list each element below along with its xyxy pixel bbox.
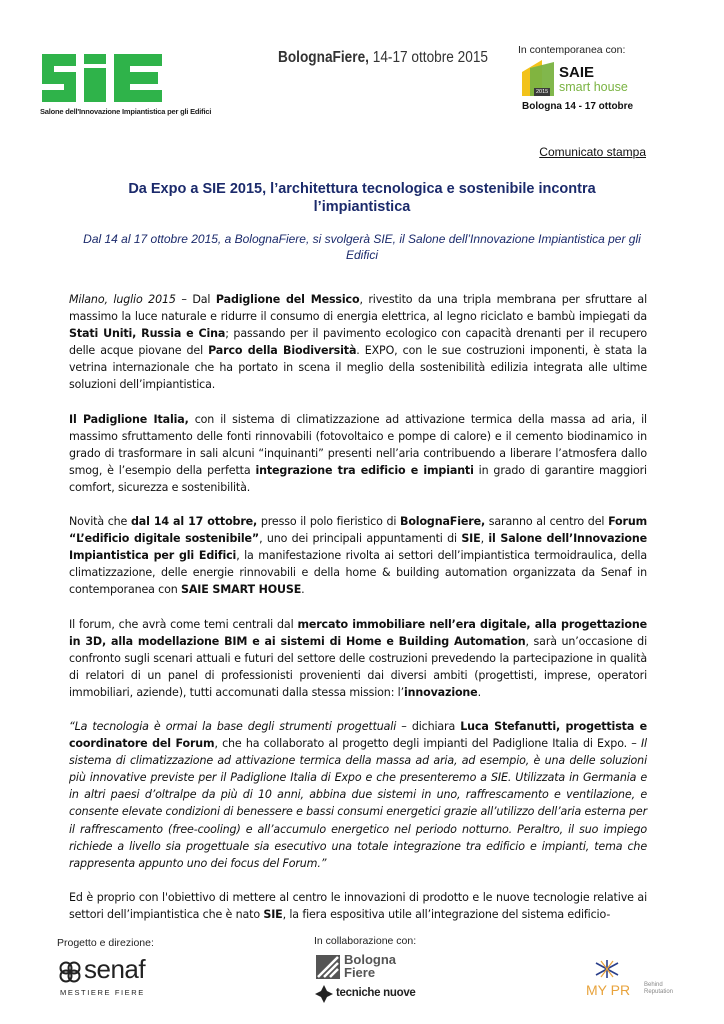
text-run: . [301,583,305,597]
text-run: Forum “L’edificio digitale sostenibile” [69,515,647,546]
text-run: Novità che [69,515,131,529]
bolognafiere-line2: Fiere [344,965,376,980]
text-run: presso il polo fieristico di [257,515,401,529]
text-run: Il Padiglione Italia, [69,412,189,426]
paragraph-2 [69,411,647,496]
collab-label: In collaborazione con: [314,935,417,947]
event-dates-line [278,49,488,67]
senaf-mark-icon [58,960,82,984]
text-run: BolognaFiere, [400,515,486,529]
text-run: Ed è proprio con l'obiettivo di mettere al centro le innovazioni di prodotto e le nuove tecnologie relative ai settori dell’impiantistica che è nato [69,890,647,921]
senaf-logo [58,954,158,998]
text-run: , rivestito da una tripla membrana per sfruttare al massimo la luce naturale e ridurre il consumo di energia elettrica, al legno riciclato e bambù impiegati da [69,293,648,324]
progetto-label: Progetto e direzione: [57,937,154,949]
text-run: Stati Uniti, Russia e Cina [69,327,226,341]
text-run: con il sistema di climatizzazione ad attivazione termica della massa ad aria, il massimo sfruttamento delle fonti rinnovabili (fotovoltaico e pompe di calore) e il cemento biodinamico in grado di trasformare in sali alcuni “inquinanti” presenti nell’aria contribuendo a liberare l’atmosfera dallo smog, è l’esempio della perfetta [69,412,647,477]
text-run: , che ha collaborato al progetto degli impianti del Padiglione Italia di Expo. – [214,737,641,751]
tecniche-nuove-mark-icon [314,984,334,1004]
saie-smart-house-logo [520,58,640,100]
mypr-tagline-2: Reputation [644,989,674,995]
paragraph-4 [69,616,647,701]
text-run: ; passando per il pavimento ecologico con capacità drenanti per il recupero delle acque piovane del [69,327,647,358]
paragraph-6 [69,889,647,923]
tecniche-nuove-name: tecniche nuove [336,987,416,999]
text-run: Il sistema di climatizzazione ad attivazione termica della massa ad aria, ad esempio, è una delle soluzioni più innovative previste per il Padiglione Italia di Expo e che presenteremo a SIE. Utilizzata in Germania e in altri paesi d’oltralpe da più di 10 anni, abbina due sistemi in uno, raffrescamento e ventilazione, e consente elevate condizioni di benessere e bassi consumi energetici grazie all’utilizzo dell’aria esterna per il raffrescamento (free-cooling) e all’accumulo energetico nel periodo notturno. Peraltro, il suo impiego richiede a livello sia progettuale sia esecutivo una totale integrazione tra edificio e impianti, tema che rappresenta appunto uno dei focus del Forum.” [69,737,647,870]
text-run: , uno dei principali appuntamenti di [259,532,462,546]
text-run: Il forum, che avrà come temi centrali dal [69,617,298,631]
text-run: , la manifestazione rivolta ai settori dell’impiantistica termoidraulica, della climatizzazione, delle energie rinnovabili e della home & building automation organizzata da Senaf in contemporanea con [69,549,648,597]
text-run: Milano, luglio 2015 [69,293,176,306]
sie-tagline: Salone dell'Innovazione Impiantistica per gli Edifici [40,107,212,116]
bolognafiere-logo [316,952,416,980]
press-release-label: Comunicato stampa [539,145,646,159]
event-dates: 14-17 ottobre 2015 [368,49,489,66]
text-run: il Salone dell’Innovazione Impiantistica per gli Edifici [69,532,647,563]
mypr-logo [586,958,676,1002]
mypr-star-icon [592,958,622,980]
text-run: mercato immobiliare nell’era digitale, alla progettazione in 3D, alla modellazione BIM e ai sistemi di Home e Building Automation [69,617,647,648]
paragraph-5 [69,718,647,872]
saie-dates: Bologna 14 - 17 ottobre [522,101,634,112]
text-run: Parco della Biodiversità [208,344,357,358]
mypr-name: MY PR [586,982,631,998]
text-run: integrazione tra edificio e impianti [255,463,474,477]
text-run: , la fiera espositiva utile all’integrazione del sistema edificio- [282,907,611,921]
sie-logo-mark [40,50,166,106]
text-run: . EXPO, con le sue costruzioni imponenti, è stata la vetrina internazionale che ha portato in scena il meglio della sostenibilità edilizia integrata alle ultime soluzioni dell’impiantistica. [69,344,647,392]
tecniche-nuove-logo [314,984,424,1004]
bolognafiere-mark-icon [316,955,340,979]
mypr-tagline-1: Behind [644,982,663,988]
text-run: Padiglione del Messico [215,293,360,306]
text-run: in grado di garantire maggiori comfort, sicurezza e sostenibilità. [69,463,647,494]
text-run: saranno al centro del [485,515,609,529]
text-run: dal 14 al 17 ottobre, [130,515,258,529]
saie-year: 2015 [536,89,549,95]
text-run: , sarà un’occasione di confronto sugli scenari attuali e futuri del settore delle costruzioni prevedendo la partecipazione in qualità di relatori di un panel di professionisti provenienti dai diversi ambiti (progettisti, imprese, operatori immobiliari, aziende), tutti accomunati dalla stessa mission: l’ [69,634,648,699]
contemporanea-label: In contemporanea con: [518,44,626,56]
saie-name: SAIE [559,64,595,81]
page-title: Da Expo a SIE 2015, l’architettura tecnologica e sostenibile incontra l’impiantistica [128,181,596,215]
paragraph-1 [69,291,647,394]
event-brand: BolognaFiere, [278,49,369,66]
text-run: – Dal [175,293,216,306]
text-run: “La tecnologia è ormai la base degli strumenti progettuali [69,719,397,733]
text-run: SIE [263,907,283,921]
text-run: SAIE SMART HOUSE [181,583,302,597]
sie-logo [40,50,212,118]
article-body [69,291,647,940]
text-run: – dichiara [396,719,461,733]
page-subtitle: Dal 14 al 17 ottobre 2015, a BolognaFiere, si svolgerà SIE, il Salone dell’Innovazione Impiantistica per gli Edifici [83,232,641,262]
bolognafiere-line1: Bologna [344,952,396,967]
text-run: , [480,532,489,546]
text-run: Luca Stefanutti, progettista e coordinatore del Forum [69,719,647,751]
saie-subtitle: smart house [559,80,628,94]
text-run: . [477,685,481,699]
text-run: SIE [461,532,481,546]
senaf-name: senaf [84,954,146,984]
senaf-subtitle: MESTIERE FIERE [60,988,145,997]
text-run: innovazione [403,685,478,699]
paragraph-3 [69,513,647,598]
